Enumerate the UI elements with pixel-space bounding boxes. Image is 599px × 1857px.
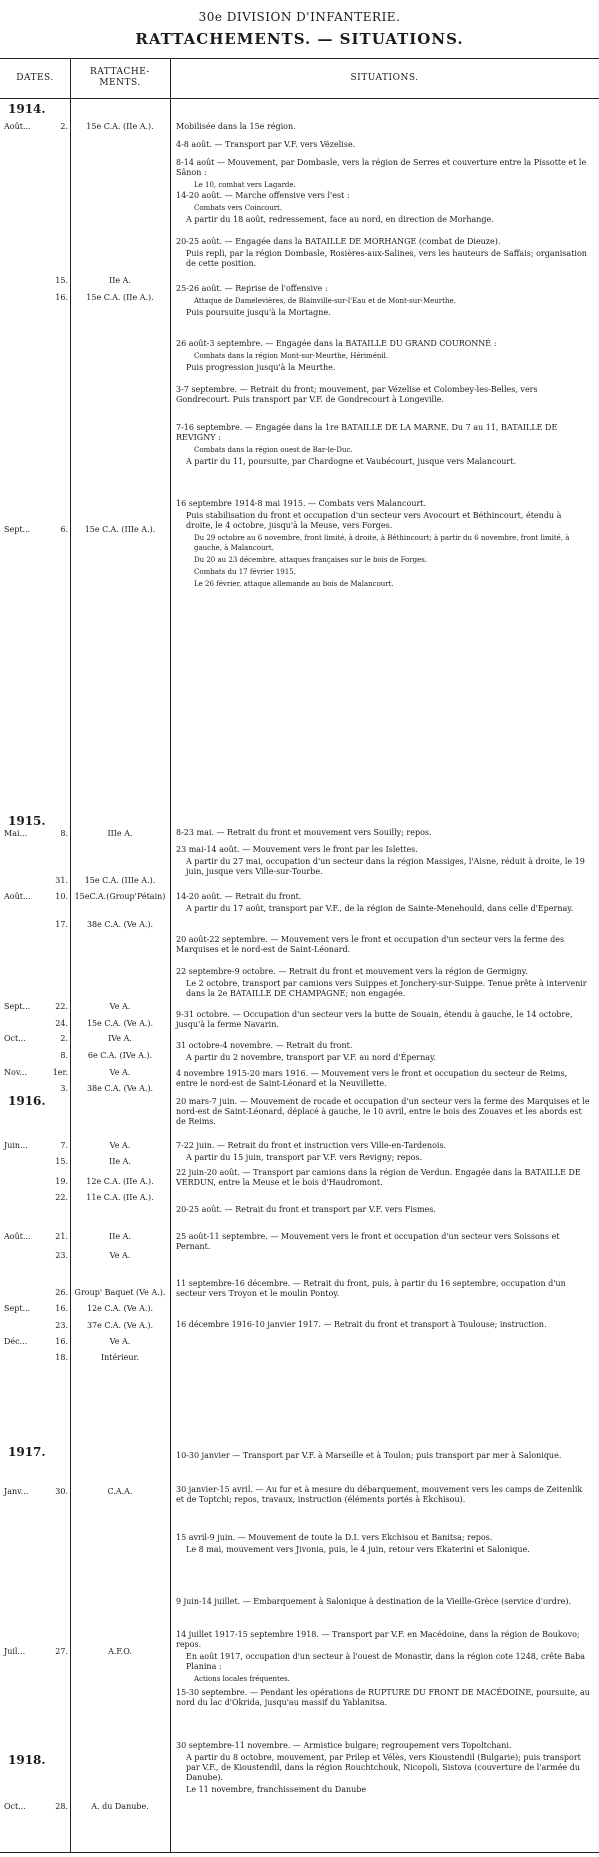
situation-heading: 23 mai-14 août. — Mouvement vers le front par les Islettes. <box>176 845 418 854</box>
date-cell <box>4 1304 68 1313</box>
date-cell <box>4 876 68 885</box>
date-cell <box>4 1157 68 1166</box>
situation-heading: 11 septembre-16 décembre. — Retrait du front, puis, à partir du 16 septembre, occupation d'un secteur vers Troyon et le moulin Pontoy. <box>176 1279 566 1298</box>
rattachement-cell: Ve A. <box>109 1068 131 1077</box>
situation-entry <box>176 1097 590 1129</box>
situation-entry <box>176 423 590 469</box>
rattachement-cell: 15eC.A.(Group'Pétain) <box>74 892 166 901</box>
situation-entry <box>176 140 590 152</box>
date-cell <box>4 1487 68 1496</box>
situation-entry <box>176 1041 590 1065</box>
column-divider-dates <box>70 58 71 1853</box>
situation-line: Puis stabilisation du front et occupation d'un secteur vers Avocourt et Béthincourt, étendu à droite, le 4 octobre, jusqu'à la Meuse, vers Forges. <box>186 511 562 530</box>
situation-line: Combats du 17 février 1915. <box>194 568 296 576</box>
situation-heading: 30 janvier-15 avril. — Au fur et à mesure du débarquement, mouvement vers les camps de Zeitenlik et de Toptchi; repos, travaux, instruction (éléments portés à Ekchisou). <box>176 1485 583 1504</box>
rattachement-cell: 12e C.A. (IIe A.). <box>86 1177 154 1186</box>
date-month: Août... <box>4 1232 31 1241</box>
situation-entry <box>176 1279 590 1301</box>
date-cell <box>4 1193 68 1202</box>
date-day: 8. <box>60 1051 68 1060</box>
situation-line: Le 11 novembre, franchissement du Danube <box>186 1785 367 1794</box>
date-cell <box>4 1141 68 1150</box>
year-heading: 1914. <box>8 102 46 116</box>
date-day: 15. <box>55 1157 68 1166</box>
date-month: Oct... <box>4 1034 26 1043</box>
date-cell <box>4 1353 68 1362</box>
situation-entry <box>176 385 590 407</box>
rattachement-cell: A. du Danube. <box>91 1802 149 1811</box>
date-cell <box>4 920 68 929</box>
attachments-table <box>0 58 599 1853</box>
rattachement-cell: 38e C.A. (Ve A.). <box>86 1084 154 1093</box>
rattachement-cell: 38e C.A. (Ve A.). <box>86 920 154 929</box>
date-day: 24. <box>55 1019 68 1028</box>
date-month: Sept... <box>4 1002 31 1011</box>
date-month: Sept... <box>4 525 31 534</box>
date-cell <box>4 1034 68 1043</box>
date-month: Août... <box>4 892 31 901</box>
date-cell <box>4 1251 68 1260</box>
rattachement-cell: A.F.O. <box>108 1647 132 1656</box>
date-cell <box>4 1647 68 1656</box>
date-day: 22. <box>55 1002 68 1011</box>
date-cell <box>4 829 68 838</box>
date-cell <box>4 1802 68 1811</box>
situation-heading: 30 septembre-11 novembre. — Armistice bulgare; regroupement vers Topoltchani. <box>176 1741 512 1750</box>
date-cell <box>4 1019 68 1028</box>
situation-line: Combats vers Coincourt. <box>194 204 283 212</box>
situation-heading: 26 août-3 septembre. — Engagée dans la BATAILLE DU GRAND COURONNÉ : <box>176 339 497 348</box>
division-heading: 30e DIVISION D'INFANTERIE. <box>198 10 401 24</box>
situation-line: A partir du 27 mai, occupation d'un secteur dans la région Massiges, l'Aisne, réduit à droite, le 19 juin, jusque vers Ville-sur-Tourbe. <box>186 857 585 876</box>
situation-line: Actions locales fréquentes. <box>194 1675 290 1683</box>
situation-heading: 14 juillet 1917-15 septembre 1918. — Transport par V.F. en Macédoine, dans la région de Boukovo; repos. <box>176 1630 580 1649</box>
situation-entry <box>176 1010 590 1032</box>
date-cell <box>4 525 68 534</box>
situation-heading: 4 novembre 1915-20 mars 1916. — Mouvement vers le front et occupation du secteur de Reims, entre le nord-est de Saint-Léonard et la Neuvillette. <box>176 1069 568 1088</box>
date-cell <box>4 1232 68 1241</box>
rattachement-cell: 15e C.A. (Ve A.). <box>86 1019 154 1028</box>
date-cell <box>4 1337 68 1346</box>
date-day: 16. <box>55 1337 68 1346</box>
situation-heading: 20 août-22 septembre. — Mouvement vers le front et occupation d'un secteur vers la ferme des Marquises et le nord-est de Saint-Léonard. <box>176 935 565 954</box>
situation-entry <box>176 1320 590 1332</box>
rattachement-cell: 11e C.A. (IIe A.). <box>86 1193 154 1202</box>
date-cell <box>4 1084 68 1093</box>
situation-line: Du 29 octobre au 6 novembre, front limité, à droite, à Béthincourt; à partir du 6 novembre, front limité, à gauche, à Malancourt. <box>194 534 570 552</box>
column-header-rattachements: RATTACHE-MENTS. <box>90 67 150 88</box>
rattachement-cell: IIIe A. <box>107 829 133 838</box>
date-day: 31. <box>55 876 68 885</box>
date-day: 23. <box>55 1321 68 1330</box>
situation-entry <box>176 237 590 271</box>
date-cell <box>4 276 68 285</box>
date-day: 16. <box>55 1304 68 1313</box>
situation-heading: 7-16 septembre. — Engagée dans la 1re BATAILLE DE LA MARNE. Du 7 au 11, BATAILLE DE REVIGNY : <box>176 423 558 442</box>
year-heading: 1915. <box>8 814 46 828</box>
situation-line: Attaque de Damelevières, de Blainville-sur-l'Eau et de Mont-sur-Meurthe. <box>194 297 456 305</box>
situation-heading: 8-23 mai. — Retrait du front et mouvement vers Souilly; repos. <box>176 828 432 837</box>
date-cell <box>4 1321 68 1330</box>
date-month: Déc... <box>4 1337 28 1346</box>
rattachement-cell: 15e C.A. (IIIe A.). <box>84 876 156 885</box>
situation-entry <box>176 1533 590 1557</box>
situation-line: A partir du 8 octobre, mouvement, par Prilep et Vélès, vers Kioustendil (Bulgarie); puis transport par V.F., de Kioustendil, dans la région Rouchtchouk, Nicopoli, Sistova (couverture de l'armée du Danube). <box>186 1753 581 1782</box>
date-cell <box>4 122 68 131</box>
rattachement-cell: Intérieur. <box>100 1353 140 1362</box>
date-day: 18. <box>55 1353 68 1362</box>
situation-line: A partir du 15 juin, transport par V.F. vers Revigny; repos. <box>186 1153 423 1162</box>
situation-line: A partir du 18 août, redressement, face au nord, en direction de Morhange. <box>186 215 494 224</box>
situation-line: Le 26 février, attaque allemande au bois de Malancourt. <box>194 580 394 588</box>
date-cell <box>4 1002 68 1011</box>
situation-line: Puis poursuite jusqu'à la Mortagne. <box>186 308 331 317</box>
situation-entry <box>176 499 590 591</box>
situation-entry <box>176 339 590 375</box>
situation-entry <box>176 1141 590 1165</box>
rattachement-cell: IVe A. <box>108 1034 132 1043</box>
date-day: 17. <box>55 920 68 929</box>
rattachement-cell: Ve A. <box>109 1337 131 1346</box>
date-cell <box>4 293 68 302</box>
date-day: 15. <box>55 276 68 285</box>
rattachement-cell: 15e C.A. (IIe A.). <box>86 122 154 131</box>
date-day: 1er. <box>52 1068 68 1077</box>
situation-entry <box>176 828 590 840</box>
situation-line: Puis progression jusqu'à la Meurthe. <box>186 363 336 372</box>
situation-entry <box>176 284 590 320</box>
year-heading: 1917. <box>8 1445 46 1459</box>
situation-heading: 3-7 septembre. — Retrait du front; mouvement, par Vézelise et Colombey-les-Belles, vers Gondrecourt. Puis transport par V.F. de Gondrecourt à Longeville. <box>176 385 538 404</box>
rattachement-cell: 12e C.A. (Ve A.). <box>86 1304 154 1313</box>
rattachement-cell: 15e C.A. (IIe A.). <box>86 293 154 302</box>
date-day: 19. <box>55 1177 68 1186</box>
situation-heading: 10-30 janvier — Transport par V.F. à Marseille et à Toulon; puis transport par mer à Salonique. <box>176 1451 562 1460</box>
rattachement-cell: IIe A. <box>109 276 131 285</box>
date-month: Janv... <box>4 1487 29 1496</box>
situation-heading: 20-25 août. — Engagée dans la BATAILLE DE MORHANGE (combat de Dieuze). <box>176 237 501 246</box>
situation-line: A partir du 2 novembre, transport par V.F. au nord d'Épernay. <box>186 1053 437 1062</box>
situation-heading: Mobilisée dans la 15e région. <box>176 122 296 131</box>
situation-heading: 15-30 septembre. — Pendant les opérations de RUPTURE DU FRONT DE MACÉDOINE, poursuite, au nord du lac d'Okrida, jusqu'au massif du Yablanitsa. <box>176 1688 590 1707</box>
rattachement-cell: C.A.A. <box>107 1487 133 1496</box>
document-title: RATTACHEMENTS. — SITUATIONS. <box>135 30 464 48</box>
date-month: Oct... <box>4 1802 26 1811</box>
situation-heading: 14-20 août. — Retrait du front. <box>176 892 302 901</box>
situation-entry <box>176 122 590 134</box>
situation-entry <box>176 158 590 192</box>
rattachement-cell: 15e C.A. (IIIe A.). <box>84 525 156 534</box>
date-month: Mai... <box>4 829 28 838</box>
date-month: Juil... <box>4 1647 26 1656</box>
date-day: 8. <box>60 829 68 838</box>
rattachement-cell: Ve A. <box>109 1141 131 1150</box>
rattachement-cell: IIe A. <box>109 1232 131 1241</box>
situation-line: Du 20 au 23 décembre, attaques françaises sur le bois de Forges. <box>194 556 428 564</box>
situation-heading: 8-14 août — Mouvement, par Dombasle, vers la région de Serres et couverture entre la Pissotte et le Sânon : <box>176 158 587 177</box>
table-header-rule <box>0 98 599 99</box>
situation-heading: 31 octobre-4 novembre. — Retrait du front. <box>176 1041 353 1050</box>
situation-line: A partir du 17 août, transport par V.F., de la région de Sainte-Menehould, dans celle d'Epernay. <box>186 904 574 913</box>
situation-heading: 25 août-11 septembre. — Mouvement vers le front et occupation d'un secteur vers Soissons et Pernant. <box>176 1232 560 1251</box>
column-divider-rattachements <box>170 58 171 1853</box>
situation-heading: 22 septembre-9 octobre. — Retrait du front et mouvement vers la région de Germigny. <box>176 967 528 976</box>
date-cell <box>4 1051 68 1060</box>
date-month: Sept... <box>4 1304 31 1313</box>
date-cell <box>4 1068 68 1077</box>
date-day: 27. <box>55 1647 68 1656</box>
date-day: 30. <box>55 1487 68 1496</box>
rattachement-cell: 6e C.A. (IVe A.). <box>87 1051 153 1060</box>
situation-line: Combats dans la région Mont-sur-Meurthe, Hériménil. <box>194 352 389 360</box>
situation-heading: 22 juin-20 août. — Transport par camions dans la région de Verdun. Engagée dans la BATAILLE DE VERDUN, entre la Meuse et le bois d'Haudromont. <box>176 1168 581 1187</box>
date-cell <box>4 1288 68 1297</box>
situation-line: Puis repli, par la région Dombasle, Rosières-aux-Salines, vers les hauteurs de Saffais; organisation de cette position. <box>186 249 587 268</box>
situation-heading: 4-8 août. — Transport par V.F. vers Vézelise. <box>176 140 356 149</box>
date-day: 21. <box>55 1232 68 1241</box>
situation-entry <box>176 1069 590 1091</box>
date-day: 6. <box>60 525 68 534</box>
date-month: Juin... <box>4 1141 28 1150</box>
date-cell <box>4 1177 68 1186</box>
situation-entry <box>176 1630 590 1686</box>
date-day: 7. <box>60 1141 68 1150</box>
year-heading: 1918. <box>8 1753 46 1767</box>
situation-heading: 16 décembre 1916-10 janvier 1917. — Retrait du front et transport à Toulouse; instruction. <box>176 1320 547 1329</box>
rattachement-cell: Ve A. <box>109 1002 131 1011</box>
situation-line: Le 8 mai, mouvement vers Jivonia, puis, le 4 juin, retour vers Ekaterini et Salonique. <box>186 1545 530 1554</box>
situation-heading: 9-31 octobre. — Occupation d'un secteur vers la butte de Souain, étendu à gauche, le 14 octobre, jusqu'à la ferme Navarin. <box>176 1010 573 1029</box>
column-header-situations: SITUATIONS. <box>350 72 419 83</box>
situation-entry <box>176 1451 590 1463</box>
date-day: 23. <box>55 1251 68 1260</box>
situation-line: Le 10, combat vers Lagarde. <box>194 181 296 189</box>
date-day: 3. <box>60 1084 68 1093</box>
situation-entry <box>176 1232 590 1254</box>
table-bottom-rule <box>0 1852 599 1853</box>
situation-heading: 7-22 juin. — Retrait du front et instruction vers Ville-en-Tardenois. <box>176 1141 447 1150</box>
date-day: 22. <box>55 1193 68 1202</box>
situation-entry <box>176 1688 590 1710</box>
situation-entry <box>176 892 590 916</box>
situation-heading: 20 mars-7 juin. — Mouvement de rocade et occupation d'un secteur vers la ferme des Marquises et le nord-est de Saint-Léonard, déplacé à gauche, le 10 avril, entre le bois des Zouaves et les abords est de Reims. <box>176 1097 590 1126</box>
rattachement-cell: 37e C.A. (Ve A.). <box>86 1321 154 1330</box>
situation-line: Le 2 octobre, transport par camions vers Suippes et Jonchery-sur-Suippe. Tenue prête à intervenir dans la 2e BATAILLE DE CHAMPAGNE; non engagée. <box>186 979 587 998</box>
situation-entry <box>176 935 590 957</box>
rattachement-cell: Ve A. <box>109 1251 131 1260</box>
situation-entry <box>176 967 590 1001</box>
situation-entry <box>176 1485 590 1507</box>
situation-line: A partir du 11, poursuite, par Chardogne et Vaubécourt, jusque vers Malancourt. <box>186 457 517 466</box>
column-header-dates: DATES. <box>16 72 54 83</box>
year-heading: 1916. <box>8 1094 46 1108</box>
situation-entry <box>176 1741 590 1797</box>
date-day: 10. <box>55 892 68 901</box>
situation-heading: 14-20 août. — Marche offensive vers l'est : <box>176 191 350 200</box>
date-month: Nov... <box>4 1068 28 1077</box>
date-day: 26. <box>55 1288 68 1297</box>
situation-line: Combats dans la région ouest de Bar-le-Duc. <box>194 446 353 454</box>
date-day: 28. <box>55 1802 68 1811</box>
date-month: Août... <box>4 122 31 131</box>
situation-heading: 15 avril-9 juin. — Mouvement de toute la D.I. vers Ekchisou et Banitsa; repos. <box>176 1533 493 1542</box>
rattachement-cell: IIe A. <box>109 1157 131 1166</box>
situation-heading: 25-26 août. — Reprise de l'offensive : <box>176 284 328 293</box>
situation-heading: 16 septembre 1914-8 mai 1915. — Combats vers Malancourt. <box>176 499 427 508</box>
situation-entry <box>176 1205 590 1217</box>
situation-entry <box>176 1168 590 1190</box>
date-cell <box>4 892 68 901</box>
situation-entry <box>176 845 590 879</box>
rattachement-cell: Group' Baquet (Ve A.). <box>74 1288 166 1297</box>
situation-line: En août 1917, occupation d'un secteur à l'ouest de Monastir, dans la région cote 1248, crête Baba Planina : <box>186 1652 586 1671</box>
date-day: 2. <box>60 122 68 131</box>
situation-heading: 20-25 août. — Retrait du front et transport par V.F. vers Fismes. <box>176 1205 436 1214</box>
date-day: 16. <box>55 293 68 302</box>
situation-entry <box>176 191 590 227</box>
situation-heading: 9 juin-14 juillet. — Embarquement à Salonique à destination de la Vieille-Grèce (service d'ordre). <box>176 1597 572 1606</box>
situation-entry <box>176 1597 590 1609</box>
date-day: 2. <box>60 1034 68 1043</box>
